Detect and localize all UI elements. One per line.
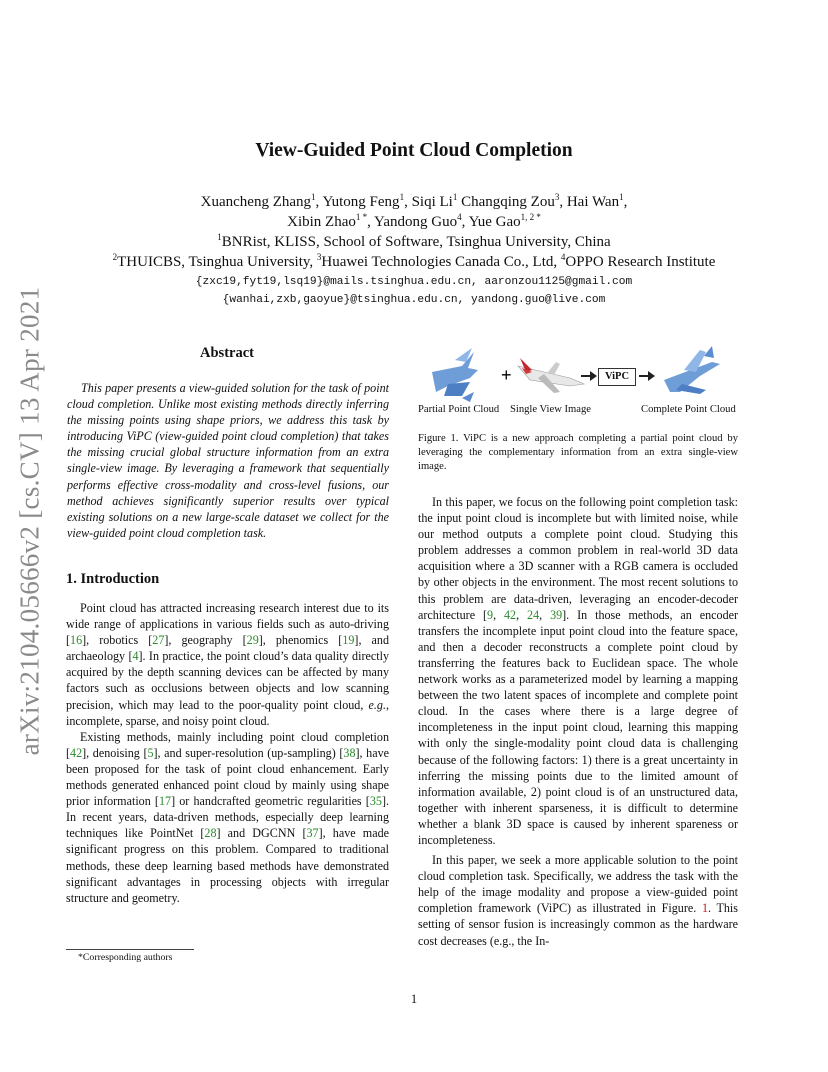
author-affiliation-marker: 1 *: [355, 212, 368, 222]
author-name: , Yandong Guo: [367, 214, 458, 230]
citation-link[interactable]: 37: [306, 826, 319, 841]
affiliation-text: THUICBS, Tsinghua University,: [117, 254, 317, 270]
text-run-italic: e.g.: [368, 697, 386, 712]
plus-sign: +: [501, 365, 512, 385]
arxiv-identifier: arXiv:2104.05666v2 [cs.CV] 13 Apr 2021: [14, 286, 45, 756]
figure-label-partial: Partial Point Cloud: [418, 404, 500, 415]
text-run: In this paper, we focus on the following point completion task: the input point cloud is incomplete but with limited noise, while our method outputs a complete point cloud. Studying this problem addresses a common problem in real-world 3D data acquisition where a 3D scanner with a RGB camera is occluded by other objects in the environment. The most recent solutions to this problem are data-driven, leveraging an encoder-decoder architecture [: [418, 495, 738, 622]
figure-1-caption: Figure 1. ViPC is a new approach completing a partial point cloud by leveraging the complementary information from an extra single-view image.: [418, 433, 738, 472]
intro-paragraph-2: [66, 729, 389, 906]
citation-link[interactable]: 35: [369, 794, 382, 809]
intro-paragraph-3: [418, 494, 738, 848]
author-name: Changqing Zou: [457, 194, 555, 210]
citation-link[interactable]: 4: [132, 649, 139, 664]
author-name: Xibin Zhao: [287, 214, 356, 230]
right-column: [418, 494, 738, 949]
author-affiliation-marker: 1: [399, 192, 405, 202]
text-run: Existing methods, mainly including point cloud completion [: [66, 729, 389, 760]
figure-1: [418, 345, 740, 425]
citation-link[interactable]: 16: [70, 633, 83, 648]
text-run: ], denoising [: [82, 745, 148, 760]
text-run: ] or handcrafted geometric regularities [: [171, 794, 370, 809]
vipc-box: ViPC: [598, 368, 636, 386]
text-run: ], and archaeology [: [66, 633, 389, 664]
footnote-corresponding: *Corresponding authors: [78, 952, 173, 963]
footnote-rule: [66, 949, 194, 950]
abstract-heading: Abstract: [200, 345, 254, 361]
text-run: ], have made significant progress on this problem. Compared to traditional methods, these deep learning based methods have demonstrated significant advantages in processing objects with irregular structure and geometry.: [66, 826, 389, 905]
citation-link[interactable]: 42: [504, 607, 517, 622]
citation-link[interactable]: 19: [342, 633, 355, 648]
paper-title: View-Guided Point Cloud Completion: [255, 140, 573, 161]
text-run: Point cloud has attracted increasing research interest due to its wide range of applications in various fields such as auto-driving [: [66, 601, 389, 648]
text-run: ], geography [: [164, 633, 247, 648]
complete-point-cloud-image: [664, 346, 720, 394]
affiliation-text: Huawei Technologies Canada Co., Ltd,: [321, 254, 561, 270]
author-affiliation-marker: 1, 2 *: [520, 212, 541, 222]
text-run: ], have been proposed for the task of point cloud enhancement. Early methods generated enhanced point cloud by mainly using shape prior information [: [66, 745, 389, 809]
author-name: Xuancheng Zhang: [200, 194, 312, 210]
citation-link[interactable]: 38: [343, 745, 356, 760]
intro-paragraph-1: [66, 600, 389, 729]
abstract-text: This paper presents a view-guided solution for the task of point cloud completion. Unlike most existing methods directly inferring the missing points using shape priors, we address this task by introducing ViPC (view-guided point cloud completion) that takes the missing crucial global structure information from an extra single-view image. By leveraging a framework that sequentially performs effective cross-modality and cross-level fusions, our method achieves significantly superior results over typical existing solutions on a new large-scale dataset we collect for the view-guided point cloud completion task.: [67, 381, 389, 540]
text-run: ]. In those methods, an encoder transfers the incomplete input point cloud into the feature space, and then a decoder reconstructs a complete point cloud by transferring the features back to Euclidean space. The whole network works as a parameterized model by learning a mapping between the two latent spaces of incomplete and complete point cloud. In the cases where there is a large degree of incompleteness in the input point cloud, learning this mapping with only the single-modality point cloud data is challenging because of the following factors: 1) there is a great uncertainty in inferring the missing points due to the limited amount of information available, 2) point cloud is of an unstructured data, together with inherent sparseness, it is difficult to determine whether a blank 3D space is caused by inherent spareness or incompleteness.: [418, 607, 739, 847]
citation-link[interactable]: 9: [487, 607, 494, 622]
arrow-right-icon: [639, 371, 655, 381]
citation-link[interactable]: 42: [70, 745, 83, 760]
affiliation-text: BNRist, KLISS, School of Software, Tsinghua University, China: [221, 234, 611, 250]
citation-link[interactable]: 39: [550, 607, 563, 622]
text-run: In this paper, we seek a more applicable solution to the point cloud completion task. Specifically, we address the task with the help of the image modality and propose a view-guided point completion framework (ViPC) as illustrated in Figure.: [418, 853, 738, 916]
author-name: , Yue Gao: [461, 214, 521, 230]
author-name: , Siqi Li: [404, 194, 453, 210]
single-view-image: [518, 358, 584, 393]
text-run: ], robotics [: [82, 633, 153, 648]
text-run: , incomplete, sparse, and noisy point cloud.: [66, 697, 389, 728]
author-affiliation-marker: 4: [457, 212, 462, 222]
author-affiliation-marker: 3: [554, 192, 560, 202]
citation-link[interactable]: 17: [158, 794, 172, 809]
page-number: 1: [410, 992, 418, 1006]
affiliation-marker: 2: [112, 252, 118, 262]
author-affiliation-marker: 1: [311, 192, 316, 202]
affiliation-marker: 4: [560, 252, 566, 262]
affiliation-marker: 1: [217, 232, 222, 242]
citation-link[interactable]: 24: [527, 607, 540, 622]
text-run: ]. In practice, the point cloud’s data quality directly acquired by the depth scanning devices can be affected by many factors such as occlusions between objects and low scanning precision, which may lead to the poor-quality point cloud,: [66, 649, 389, 712]
section-heading-introduction: 1. Introduction: [66, 571, 160, 587]
citation-link[interactable]: 28: [204, 826, 217, 841]
email-line-1: {zxc19,fyt19,lsq19}@mails.tsinghua.edu.cn, aaronzou1125@gmail.com: [195, 276, 633, 288]
figure-reference-link[interactable]: 1: [701, 901, 708, 916]
text-run: ], and super-resolution (up-sampling) [: [153, 745, 344, 760]
affiliation-text: OPPO Research Institute: [565, 254, 716, 270]
figure-label-single-view: Single View Image: [510, 404, 591, 415]
citation-link[interactable]: 29: [246, 633, 259, 648]
citation-link[interactable]: 5: [147, 745, 154, 760]
text-run: ,: [516, 607, 528, 622]
text-run: ]. In recent years, data-driven methods, especially deep learning techniques like PointNet [: [66, 794, 389, 841]
figure-1-graphic: [0, 0, 828, 440]
author-name: , Yutong Feng: [315, 194, 400, 210]
email-line-2: {wanhai,zxb,gaoyue}@tsinghua.edu.cn, yandong.guo@live.com: [222, 294, 606, 306]
text-run: ], phenomics [: [258, 633, 343, 648]
text-run: . This setting of sensor fusion is increasingly common as the hardware cost decreases (e.g., the In-: [418, 901, 738, 948]
text-run: ,: [493, 607, 504, 622]
text-run: ] and DGCNN [: [216, 826, 307, 841]
text-run: ,: [539, 607, 551, 622]
affiliation-marker: 3: [316, 252, 322, 262]
author-affiliation-marker: 1: [619, 192, 624, 202]
author-affiliation-marker: 1: [452, 192, 458, 202]
figure-label-complete: Complete Point Cloud: [641, 404, 736, 415]
citation-link[interactable]: 27: [152, 633, 165, 648]
intro-paragraph-4: [418, 852, 738, 949]
author-name: , Hai Wan: [559, 194, 620, 210]
arrow-right-icon: [581, 371, 597, 381]
author-name: ,: [623, 194, 628, 210]
partial-point-cloud-image: [432, 348, 478, 402]
left-column: [66, 600, 389, 906]
